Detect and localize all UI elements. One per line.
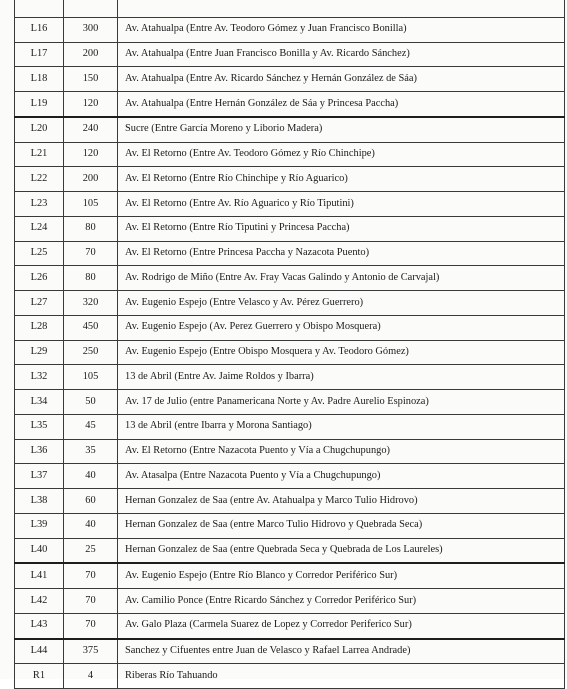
table-row [15, 489, 565, 514]
table-row [15, 639, 565, 664]
segment-code: L36 [15, 439, 64, 464]
segment-description: Sanchez y Cifuentes entre Juan de Velasco y Rafael Larrea Andrade) [118, 639, 565, 664]
segment-length: 60 [64, 489, 118, 514]
segment-description: Av. El Retorno (Entre Av. Río Aguarico y Río Tiputini) [118, 192, 565, 217]
segment-length [64, 0, 118, 17]
segment-description: Av. El Retorno (Entre Río Tiputini y Princesa Paccha) [118, 216, 565, 241]
segment-description: Av. Atahualpa (Entre Av. Ricardo Sánchez y Hernán González de Sáa) [118, 67, 565, 92]
segment-length: 375 [64, 639, 118, 664]
table-row [15, 117, 565, 142]
segment-code: L37 [15, 464, 64, 489]
segment-code: L16 [15, 17, 64, 42]
segment-code: L28 [15, 315, 64, 340]
table-row [15, 390, 565, 415]
table-row [15, 0, 565, 17]
segment-description: Av. Eugenio Espejo (Entre Velasco y Av. Pérez Guerrero) [118, 291, 565, 316]
segment-length: 240 [64, 117, 118, 142]
segment-code: L40 [15, 538, 64, 563]
segment-description: Av. Eugenio Espejo (Entre Río Blanco y Corredor Periférico Sur) [118, 563, 565, 588]
table-row [15, 315, 565, 340]
segment-description: 13 de Abril (entre Ibarra y Morona Santiago) [118, 414, 565, 439]
table-row [15, 538, 565, 563]
segment-code: L44 [15, 639, 64, 664]
segment-code: L20 [15, 117, 64, 142]
table-row [15, 167, 565, 192]
segment-length: 40 [64, 513, 118, 538]
table-row [15, 67, 565, 92]
segment-length: 50 [64, 390, 118, 415]
segment-description: Av. 17 de Julio (entre Panamericana Norte y Av. Padre Aurelio Espinoza) [118, 390, 565, 415]
segment-length: 25 [64, 538, 118, 563]
segment-length: 45 [64, 414, 118, 439]
segment-code: L18 [15, 67, 64, 92]
segment-length: 200 [64, 42, 118, 67]
segment-length: 80 [64, 216, 118, 241]
segment-length: 35 [64, 439, 118, 464]
segment-description: 13 de Abril (Entre Av. Jaime Roldos y Ibarra) [118, 365, 565, 390]
segment-code: L39 [15, 513, 64, 538]
segment-code: R1 [15, 664, 64, 689]
table-row [15, 266, 565, 291]
segment-code: L34 [15, 390, 64, 415]
segment-description: Av. Eugenio Espejo (Av. Perez Guerrero y Obispo Mosquera) [118, 315, 565, 340]
segment-code: L42 [15, 589, 64, 614]
segment-code: L24 [15, 216, 64, 241]
segment-code: L27 [15, 291, 64, 316]
segment-description: Riberas Río Tahuando [118, 664, 565, 689]
segment-length: 40 [64, 464, 118, 489]
segment-description: Av. El Retorno (Entre Río Chinchipe y Río Aguarico) [118, 167, 565, 192]
segment-description: Av. Galo Plaza (Carmela Suarez de Lopez y Corredor Periferico Sur) [118, 613, 565, 638]
table-row [15, 142, 565, 167]
segment-description: Av. Atahualpa (Entre Hernán González de Sáa y Princesa Paccha) [118, 92, 565, 117]
segment-description: Av. Eugenio Espejo (Entre Obispo Mosquera y Av. Teodoro Gómez) [118, 340, 565, 365]
segment-code: L38 [15, 489, 64, 514]
table-row [15, 664, 565, 689]
table-row [15, 192, 565, 217]
segment-description [118, 0, 565, 17]
table-row [15, 17, 565, 42]
segment-description: Sucre (Entre García Moreno y Liborio Madera) [118, 117, 565, 142]
segment-length: 80 [64, 266, 118, 291]
segment-description: Hernan Gonzalez de Saa (entre Quebrada Seca y Quebrada de Los Laureles) [118, 538, 565, 563]
table-row [15, 340, 565, 365]
segment-length: 70 [64, 613, 118, 638]
table-row [15, 439, 565, 464]
segment-description: Av. Rodrigo de Miño (Entre Av. Fray Vacas Galindo y Antonio de Carvajal) [118, 266, 565, 291]
table-row [15, 216, 565, 241]
segment-length: 70 [64, 241, 118, 266]
segment-code: L23 [15, 192, 64, 217]
segment-code: L17 [15, 42, 64, 67]
segment-length: 4 [64, 664, 118, 689]
table-row [15, 464, 565, 489]
segment-length: 120 [64, 92, 118, 117]
table-row [15, 42, 565, 67]
segment-code: L32 [15, 365, 64, 390]
segment-length: 450 [64, 315, 118, 340]
segment-length: 150 [64, 67, 118, 92]
table-row [15, 365, 565, 390]
segment-code [15, 0, 64, 17]
segment-length: 320 [64, 291, 118, 316]
segment-description: Av. El Retorno (Entre Princesa Paccha y Nazacota Puento) [118, 241, 565, 266]
table-row [15, 241, 565, 266]
segment-length: 300 [64, 17, 118, 42]
table-body [15, 0, 565, 689]
segment-length: 250 [64, 340, 118, 365]
segment-length: 105 [64, 192, 118, 217]
segment-code: L41 [15, 563, 64, 588]
table-row [15, 613, 565, 638]
segment-code: L19 [15, 92, 64, 117]
segment-length: 200 [64, 167, 118, 192]
segment-code: L35 [15, 414, 64, 439]
segment-code: L21 [15, 142, 64, 167]
segment-code: L22 [15, 167, 64, 192]
segment-description: Av. El Retorno (Entre Av. Teodoro Gómez y Río Chinchipe) [118, 142, 565, 167]
table-row [15, 414, 565, 439]
segment-length: 105 [64, 365, 118, 390]
segment-description: Hernan Gonzalez de Saa (entre Av. Atahualpa y Marco Tulio Hidrovo) [118, 489, 565, 514]
segment-description: Hernan Gonzalez de Saa (entre Marco Tulio Hidrovo y Quebrada Seca) [118, 513, 565, 538]
segment-description: Av. Atahualpa (Entre Av. Teodoro Gómez y Juan Francisco Bonilla) [118, 17, 565, 42]
table-row [15, 291, 565, 316]
table-row [15, 563, 565, 588]
table-row [15, 92, 565, 117]
segment-description: Av. Atahualpa (Entre Juan Francisco Bonilla y Av. Ricardo Sánchez) [118, 42, 565, 67]
segment-length: 70 [64, 563, 118, 588]
segment-description: Av. El Retorno (Entre Nazacota Puento y Vía a Chugchupungo) [118, 439, 565, 464]
table-row [15, 513, 565, 538]
segment-code: L26 [15, 266, 64, 291]
segment-code: L43 [15, 613, 64, 638]
segment-code: L25 [15, 241, 64, 266]
street-segments-table [14, 0, 565, 689]
segment-length: 120 [64, 142, 118, 167]
segment-code: L29 [15, 340, 64, 365]
table-row [15, 589, 565, 614]
segment-length: 70 [64, 589, 118, 614]
segment-description: Av. Camilio Ponce (Entre Ricardo Sánchez y Corredor Periférico Sur) [118, 589, 565, 614]
segment-description: Av. Atasalpa (Entre Nazacota Puento y Vía a Chugchupungo) [118, 464, 565, 489]
